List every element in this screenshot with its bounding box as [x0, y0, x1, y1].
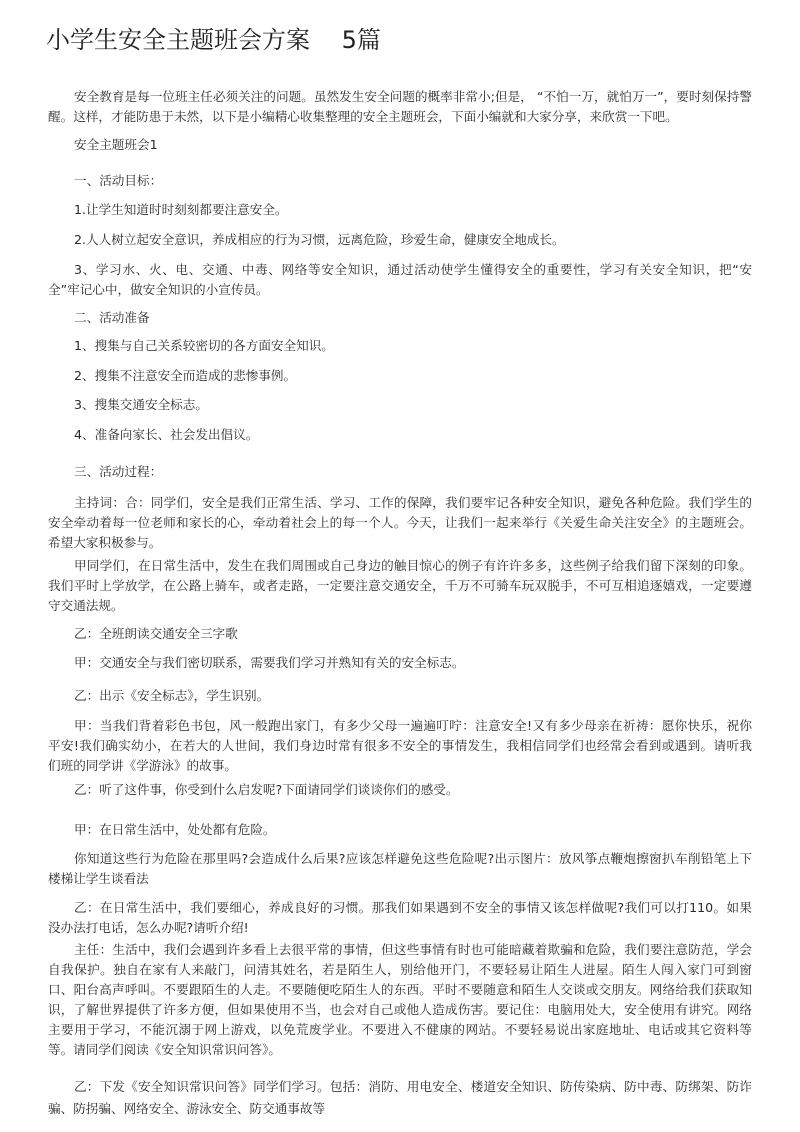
text-line: 口、阳台高声呼叫。不要跟陌生的人走。不要随便吃陌生人的东西。平时不要随意和陌生人交谈或交朋友。网络给我们获取知	[48, 982, 752, 997]
text-line: 平安!我们确实幼小，在若大的人世间，我们身边时常有很多不安全的事情发生，我相信同学们也经常会看到或遇到。请听我	[48, 738, 752, 753]
text-line: 主任：生活中，我们会遇到许多看上去很平常的事情，但这些事情有时也可能暗藏着欺骗和危险，我们要注意防范，学会	[74, 942, 752, 957]
paragraph	[48, 87, 752, 127]
paragraph	[48, 395, 752, 415]
text-line: 自我保护。独自在家有人来敲门，问清其姓名，若是陌生人，别给他开门，不要轻易让陌生人进屋。陌生人闯入家门可到窗	[48, 962, 752, 977]
paragraph	[48, 624, 752, 644]
paragraph	[48, 425, 752, 445]
paragraph	[48, 653, 752, 673]
text-line: 3、学习水、火、电、交通、中毒、网络等安全知识，通过活动使学生懂得安全的重要性，学习有关安全知识，把“安	[74, 262, 752, 277]
text-line: 乙：下发《安全知识常识问答》同学们学习。包括：消防、用电安全、楼道安全知识、防传染病、防中毒、防绑架、防诈	[74, 1079, 752, 1094]
text-line: 醒。这样，才能防患于未然，以下是小编精心收集整理的安全主题班会，下面小编就和大家分享，来欣赏一下吧。	[48, 109, 678, 124]
paragraph	[48, 1076, 752, 1120]
paragraph	[48, 493, 752, 553]
paragraph	[48, 308, 752, 328]
paragraph	[48, 686, 752, 706]
text-line: 2、搜集不注意安全而造成的悲惨事例。	[74, 368, 297, 383]
text-line: 你知道这些行为危险在那里吗?会造成什么后果?应该怎样避免这些危险呢?出示图片：放风筝点鞭炮擦窗扒车削铅笔上下	[74, 851, 752, 866]
text-line: 乙：全班朗读交通安全三字歌	[74, 626, 238, 641]
text-line: 我们平时上学放学，在公路上骑车，或者走路，一定要注意交通安全，千万不可骑车玩双脱手，不可互相追逐嬉戏，一定要遵	[48, 578, 752, 593]
paragraph	[48, 260, 752, 300]
text-line: 守交通法规。	[48, 598, 124, 613]
text-line: 们班的同学讲《学游泳》的故事。	[48, 758, 237, 773]
text-line: 希望大家积极参与。	[48, 535, 162, 550]
text-line: 甲同学们，在日常生活中，发生在我们周围或自己身边的触目惊心的例子有许许多多，这些例子给我们留下深刻的印象。	[74, 558, 752, 573]
text-line: 2.人人树立起安全意识，养成相应的行为习惯，远离危险，珍爱生命，健康安全地成长。	[74, 232, 565, 247]
text-line: 3、搜集交通安全标志。	[74, 397, 208, 412]
text-line: 4、准备向家长、社会发出倡议。	[74, 427, 259, 442]
paragraph	[48, 200, 752, 220]
paragraph	[48, 462, 752, 482]
paragraph	[48, 898, 752, 938]
text-line: 没办法打电话，怎么办呢?请听介绍!	[48, 920, 249, 935]
text-line: 乙：出示《安全标志》，学生识别。	[74, 688, 270, 703]
text-line: 1.让学生知道时时刻刻都要注意安全。	[74, 202, 288, 217]
text-line: 甲：在日常生活中，处处都有危险。	[74, 822, 276, 837]
text-line: 全”牢记心中，做安全知识的小宣传员。	[48, 282, 269, 297]
text-line: 楼梯让学生谈看法	[48, 871, 149, 886]
text-line: 骗、防拐骗、网络安全、游泳安全、防交通事故等	[48, 1101, 326, 1116]
text-line: 甲：当我们背着彩色书包，风一般跑出家门，有多少父母一遍遍叮咛：注意安全!又有多少母亲在祈祷：愿你快乐，祝你	[74, 718, 752, 733]
text-line: 甲：交通安全与我们密切联系，需要我们学习并熟知有关的安全标志。	[74, 655, 465, 670]
text-line: 1、搜集与自己关系较密切的各方面安全知识。	[74, 338, 334, 353]
document-title: 小学生安全主题班会方案 5篇	[46, 26, 381, 54]
text-line: 识，了解世界提供了许多方便，但如果使用不当，也会对自己或他人造成伤害。要记住：电脑用处大，安全使用有讲究。网络	[48, 1002, 752, 1017]
paragraph	[48, 716, 752, 776]
paragraph	[48, 556, 752, 616]
paragraph	[48, 135, 752, 155]
text-line: 一、活动目标：	[74, 173, 163, 188]
paragraph	[48, 366, 752, 386]
text-line: 等。请同学们阅读《安全知识常识问答》。	[48, 1042, 281, 1057]
text-line: 安全教育是每一位班主任必须关注的问题。虽然发生安全问题的概率非常小;但是， “不怕一万，就怕万一”，要时刻保持警	[74, 89, 752, 104]
text-line: 主要用于学习，不能沉溺于网上游戏，以免荒废学业。不要进入不健康的网站。不要轻易说出家庭地址、电话或其它资料等	[48, 1022, 752, 1037]
text-line: 乙：听了这件事，你受到什么启发呢?下面请同学们谈谈你们的感受。	[74, 782, 459, 797]
text-line: 二、活动准备	[74, 310, 150, 325]
paragraph	[48, 230, 752, 250]
paragraph	[48, 171, 752, 191]
text-line: 安全牵动着每一位老师和家长的心，牵动着社会上的每一个人。今天，让我们一起来举行《关爱生命关注安全》的主题班会。	[48, 515, 752, 530]
paragraph	[48, 940, 752, 1060]
text-line: 安全主题班会1	[74, 137, 158, 152]
text-line: 主持词：合：同学们，安全是我们正常生活、学习、工作的保障，我们要牢记各种安全知识，避免各种危险。我们学生的	[74, 495, 752, 510]
paragraph	[48, 849, 752, 889]
text-line: 乙：在日常生活中，我们要细心，养成良好的习惯。那我们如果遇到不安全的事情又该怎样做呢?我们可以打110。如果	[74, 900, 752, 915]
text-line: 三、活动过程：	[74, 464, 163, 479]
paragraph	[48, 820, 752, 840]
paragraph	[48, 780, 752, 800]
paragraph	[48, 336, 752, 356]
